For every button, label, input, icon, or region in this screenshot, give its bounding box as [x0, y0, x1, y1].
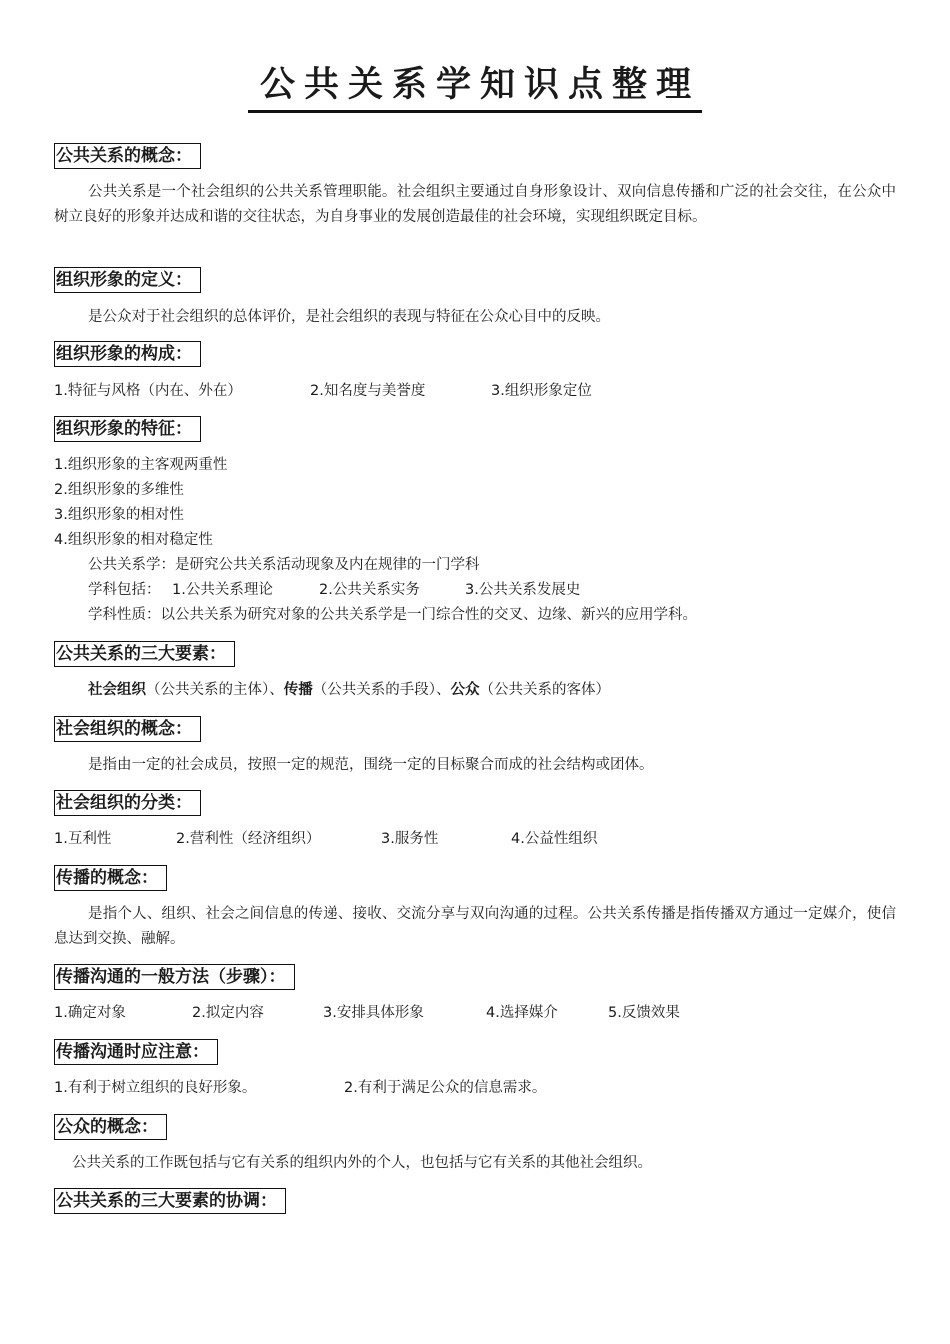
- element-bold: 传播: [283, 682, 313, 698]
- list-item: 3.公共关系发展史: [465, 582, 581, 598]
- paragraph-image-definition: 是公众对于社会组织的总体评价，是社会组织的表现与特征在公众心目中的反映。: [88, 309, 610, 325]
- heading-public-concept: 公众的概念：: [54, 1114, 167, 1140]
- element-bold: 社会组织: [88, 682, 146, 698]
- element-note: （公共关系的客体）: [479, 682, 610, 698]
- list-item: 1.公共关系理论: [172, 582, 273, 598]
- list-item: 3.组织形象定位: [491, 383, 592, 399]
- paragraph-public-concept: 公共关系的工作既包括与它有关系的组织内外的个人，也包括与它有关系的其他社会组织。: [72, 1155, 652, 1171]
- list-item: 1.特征与风格（内在、外在）: [54, 383, 242, 399]
- heading-communication-concept: 传播的概念：: [54, 865, 167, 891]
- list-item: 3.安排具体形象: [323, 1005, 424, 1021]
- pr-study-definition: 公共关系学：是研究公共关系活动现象及内在规律的一门学科: [88, 557, 480, 573]
- list-item: 1.组织形象的主客观两重性: [54, 457, 228, 473]
- subject-nature: 学科性质：以公共关系为研究对象的公共关系学是一门综合性的交叉、边缘、新兴的应用学科。: [88, 607, 697, 623]
- element-note: （公共关系的主体）、: [146, 682, 284, 698]
- subjects-label: 学科包括：: [88, 582, 161, 598]
- paragraph-pr-concept: 公共关系是一个社会组织的公共关系管理职能。社会组织主要通过自身形象设计、双向信息传播和广泛的社会交往，在公众中树立良好的形象并达成和谐的交往状态，为自身事业的发展创造最佳的社会环境，实现组织既定目标。: [54, 184, 896, 225]
- list-item: 4.选择媒介: [486, 1005, 558, 1021]
- list-item: 3.服务性: [381, 831, 439, 847]
- heading-image-definition: 组织形象的定义：: [54, 267, 201, 293]
- heading-org-classification: 社会组织的分类：: [54, 790, 201, 816]
- list-item: 2.组织形象的多维性: [54, 482, 184, 498]
- list-item: 4.公益性组织: [511, 831, 598, 847]
- list-item: 2.营利性（经济组织）: [176, 831, 321, 847]
- three-elements-line: [88, 678, 610, 703]
- list-item: 4.组织形象的相对稳定性: [54, 532, 213, 548]
- element-bold: 公众: [450, 682, 480, 698]
- heading-pr-concept: 公共关系的概念：: [54, 143, 201, 169]
- document-title-text: 公共关系学知识点整理: [248, 62, 702, 113]
- list-item: 2.知名度与美誉度: [310, 383, 426, 399]
- heading-elements-coordination: 公共关系的三大要素的协调：: [54, 1188, 286, 1214]
- list-item: 2.公共关系实务: [319, 582, 420, 598]
- document-title: [0, 62, 950, 113]
- heading-communication-method: 传播沟通的一般方法（步骤）：: [54, 964, 295, 990]
- heading-image-composition: 组织形象的构成：: [54, 341, 201, 367]
- heading-communication-notice: 传播沟通时应注意：: [54, 1039, 218, 1065]
- list-item: 1.互利性: [54, 831, 112, 847]
- heading-org-concept: 社会组织的概念：: [54, 716, 201, 742]
- list-item: 2.拟定内容: [192, 1005, 264, 1021]
- paragraph-communication-concept: 是指个人、组织、社会之间信息的传递、接收、交流分享与双向沟通的过程。公共关系传播是指传播双方通过一定媒介，使信息达到交换、融解。: [54, 906, 896, 947]
- list-item: 5.反馈效果: [608, 1005, 680, 1021]
- list-item: 1.有利于树立组织的良好形象。: [54, 1080, 257, 1096]
- list-item: 2.有利于满足公众的信息需求。: [344, 1080, 547, 1096]
- heading-three-elements: 公共关系的三大要素：: [54, 641, 235, 667]
- list-item: 1.确定对象: [54, 1005, 126, 1021]
- element-note: （公共关系的手段）、: [312, 682, 451, 698]
- list-item: 3.组织形象的相对性: [54, 507, 184, 523]
- heading-image-features: 组织形象的特征：: [54, 416, 201, 442]
- paragraph-org-concept: 是指由一定的社会成员，按照一定的规范，围绕一定的目标聚合而成的社会结构或团体。: [88, 757, 654, 773]
